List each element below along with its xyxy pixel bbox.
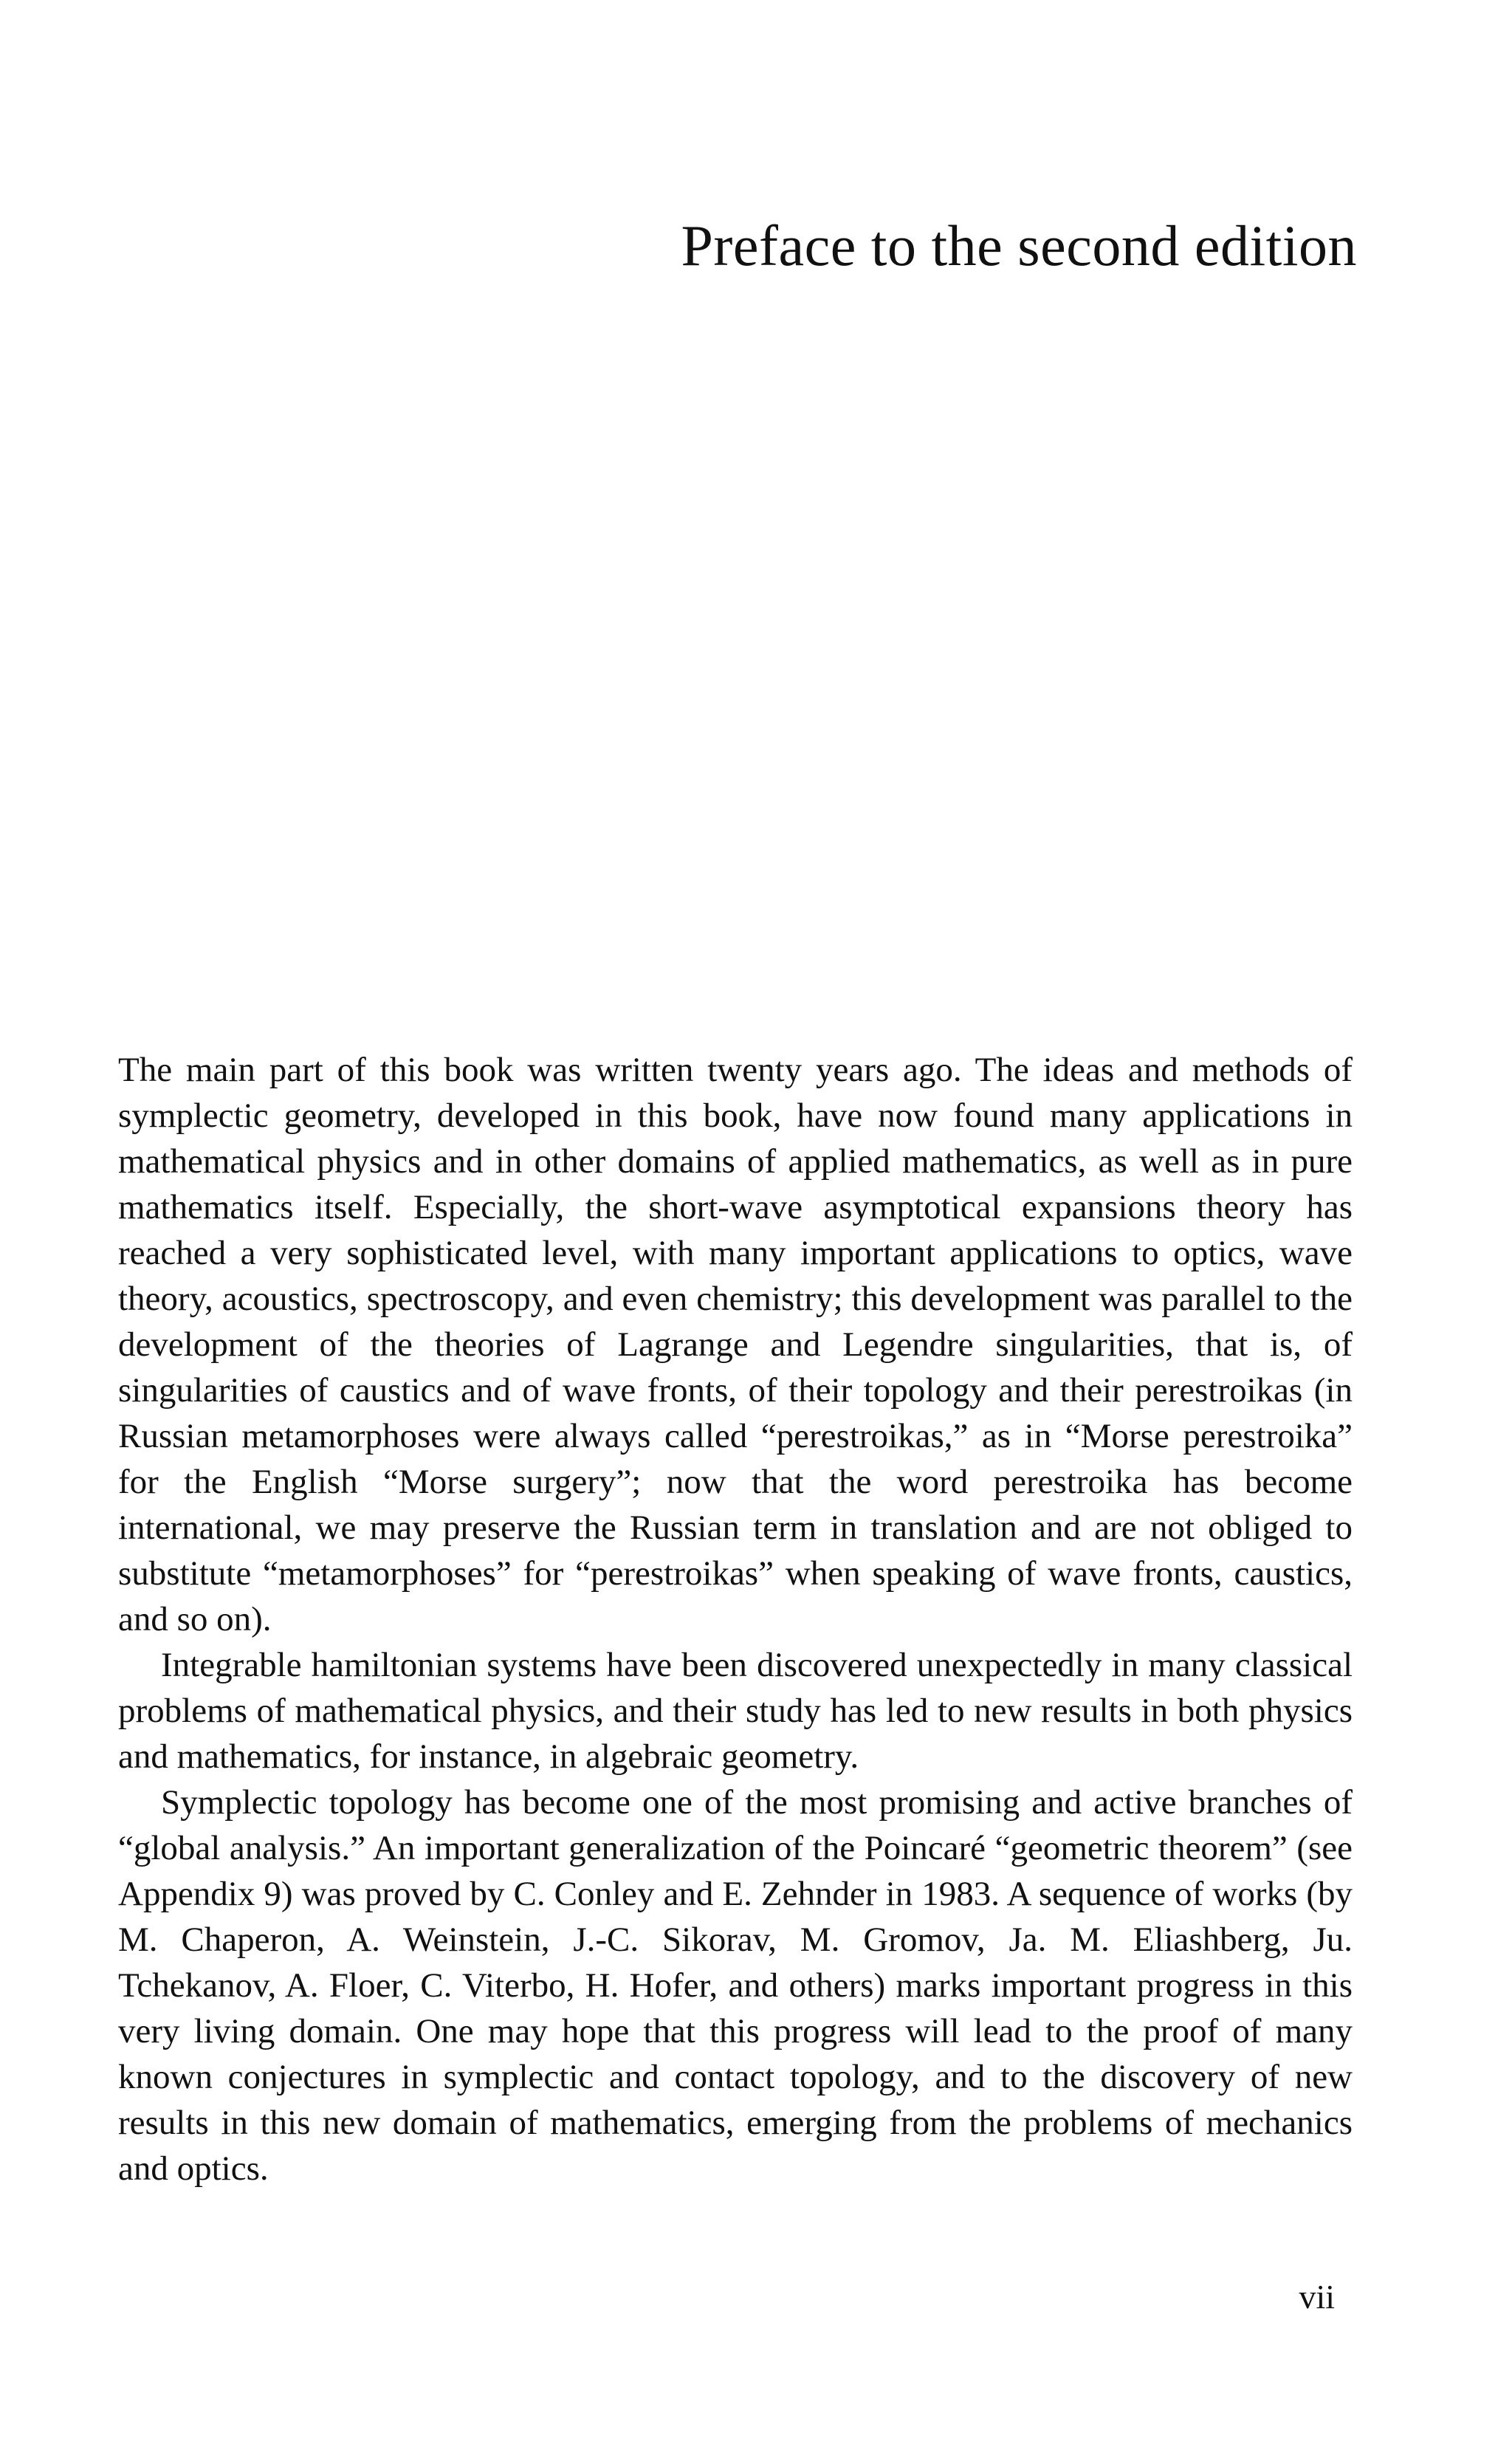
paragraph-3: Symplectic topology has become one of the most promising and active branches of “global analysis.” An important generalization of the Poincaré “geometric theorem” (see Appendix 9) was proved by C. Conley and E. Zehnder in 1983. A sequence of works (by M. Chaperon, A. Weinstein, J.-C. Sikorav, M. Gromov, Ja. M. Eliashberg, Ju. Tchekanov, A. Floer, C. Viterbo, H. Hofer, and others) marks important progress in this very living domain. One may hope that this progress will lead to the proof of many known conjectures in symplectic and contact topology, and to the discovery of new results in this new domain of mathematics, emerging from the problems of mechanics and optics.	[118, 1783, 1353, 2188]
paragraph-1: The main part of this book was written twenty years ago. The ideas and methods of symplectic geometry, developed in this book, have now found many applications in mathematical physics and in other domains of applied mathematics, as well as in pure mathematics itself. Especially, the short-wave asymptotical expansions theory has reached a very sophisticated level, with many important applications to optics, wave theory, acoustics, spectroscopy, and even chemistry; this development was parallel to the development of the theories of Lagrange and Legendre singularities, that is, of singularities of caustics and of wave fronts, of their topology and their perestroikas (in Russian metamorphoses were always called “perestroikas,” as in “Morse perestroika” for the English “Morse surgery”; now that the word perestroika has become international, we may preserve the Russian term in translation and are not obliged to substitute “metamorphoses” for “perestroikas” when speaking of wave fronts, caustics, and so on).	[118, 1051, 1353, 1638]
page-title: Preface to the second edition	[681, 213, 1357, 278]
page-number: vii	[1299, 2278, 1335, 2316]
paragraph-2: Integrable hamiltonian systems have been discovered unexpectedly in many classical problems of mathematical physics, and their study has led to new results in both physics and mathematics, for instance, in algebraic geometry.	[118, 1646, 1353, 1776]
preface-body	[118, 1047, 1353, 2191]
